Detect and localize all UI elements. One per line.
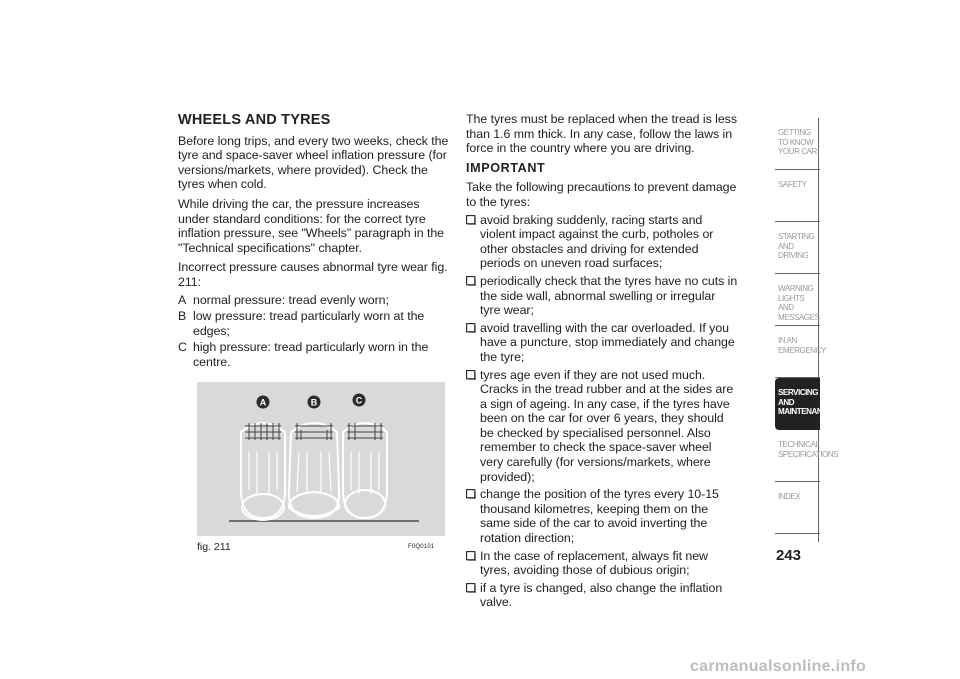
tyre-c-high [343, 423, 387, 518]
precaution-item [466, 213, 738, 271]
tab-label: GETTING TO KNOW YOUR CAR [778, 127, 817, 157]
precaution-text: change the position of the tyres every 10-15 thousand kilometres, keeping them on the same side of the car to avoid inverting the rotation direction; [480, 487, 719, 546]
svg-text:C: C [355, 395, 363, 406]
precaution-item [466, 274, 738, 318]
item-text: normal pressure: tread evenly worn; [193, 292, 389, 307]
watermark: carmanualsonline.info [690, 658, 867, 675]
precaution-text: periodically check that the tyres have no cuts in the side wall, abnormal swelling or irregular tyre wear; [480, 273, 738, 318]
checkbox-bullet-icon [466, 551, 476, 561]
figure-caption: fig. 211 [197, 541, 231, 553]
paragraph-precautions-intro: Take the following precautions to prevent damage to the tyres: [466, 180, 737, 209]
item-letter: A [178, 292, 187, 307]
tyre-wear-figure [197, 382, 445, 536]
tab-label: SERVICING AND MAINTENANCE [778, 387, 833, 417]
pressure-item-b [178, 309, 453, 338]
checkbox-bullet-icon [466, 323, 476, 333]
precaution-text: avoid travelling with the car overloaded. If you have a puncture, stop immediately and change the tyre; [480, 320, 735, 364]
right-column [466, 112, 738, 613]
tab-safety[interactable] [775, 170, 820, 222]
tab-label: TECHNICAL SPECIFICATIONS [778, 439, 839, 459]
checkbox-bullet-icon [466, 276, 476, 286]
checkbox-bullet-icon [466, 215, 476, 225]
tab-index[interactable] [775, 482, 820, 534]
item-letter: B [178, 309, 187, 324]
precaution-item [466, 321, 738, 365]
item-text: high pressure: tread particularly worn in the centre. [193, 340, 429, 369]
pressure-item-c [178, 340, 453, 369]
precaution-text: In the case of replacement, always fit new tyres, avoiding those of dubious origin; [480, 548, 708, 578]
item-text: low pressure: tread particularly worn at the edges; [193, 309, 425, 338]
paragraph-check-pressure: Before long trips, and every two weeks, check the tyre and space-saver wheel inflation pressure (for versions/markets, where provided). Check the tyres when cold. [178, 133, 449, 192]
chapter-sidebar [775, 118, 839, 534]
precautions-list [466, 213, 738, 610]
tab-getting-to-know[interactable] [775, 118, 820, 170]
paragraph-incorrect-pressure: Incorrect pressure causes abnormal tyre wear fig. 211: [178, 260, 448, 289]
tab-label: IN AN EMERGENCY [778, 335, 826, 355]
svg-text:B: B [310, 397, 318, 408]
page-number: 243 [776, 547, 802, 564]
precaution-item [466, 487, 738, 545]
paragraph-pressure-increase: While driving the car, the pressure increases under standard conditions: for the correct tyre inflation pressure, see "Wheels" paragraph in the "Technical specifications" chapter. [178, 196, 445, 255]
tab-emergency[interactable] [775, 326, 826, 378]
figure-label-a [257, 396, 270, 409]
tyre-wear-illustration [197, 382, 445, 536]
pressure-item-a [178, 293, 453, 308]
tab-label: WARNING LIGHTS AND MESSAGES [778, 283, 820, 322]
tyre-b-low [289, 423, 339, 518]
figure-code: F0Q0101 [408, 544, 435, 550]
figure-label-b [308, 396, 321, 409]
section-title: WHEELS AND TYRES [178, 112, 331, 128]
checkbox-bullet-icon [466, 370, 476, 380]
precaution-item [466, 368, 738, 485]
precaution-text: if a tyre is changed, also change the inflation valve. [480, 580, 723, 610]
left-column [178, 113, 453, 372]
tab-starting-driving[interactable] [775, 222, 820, 274]
paragraph-tread-limit: The tyres must be replaced when the tread is less than 1.6 mm thick. In any case, follow the laws in force in the country where you are driving. [466, 112, 737, 156]
precaution-text: tyres age even if they are not used much. Cracks in the tread rubber and at the sides are a sign of ageing. In any case, if the tyres have been on the car for over 6 years, they should be checked by specialised personnel. Also remember to check the space-saver wheel very carefully (for versions/markets, where provided); [480, 367, 734, 484]
tyre-a-normal [241, 423, 285, 520]
tab-label: INDEX [778, 491, 801, 501]
precaution-item [466, 549, 738, 578]
svg-text:A: A [259, 397, 267, 408]
precaution-item [466, 581, 738, 610]
item-letter: C [178, 340, 187, 355]
tab-label: STARTING AND DRIVING [778, 231, 815, 261]
tab-servicing-maintenance[interactable] [775, 378, 833, 430]
checkbox-bullet-icon [466, 489, 476, 499]
important-heading: IMPORTANT [466, 160, 546, 175]
figure-label-c [353, 394, 366, 407]
precaution-text: avoid braking suddenly, racing starts and violent impact against the curb, potholes or other obstacles and driving for extended periods on uneven road surfaces; [480, 212, 714, 271]
pressure-list [178, 293, 453, 370]
checkbox-bullet-icon [466, 583, 476, 593]
tab-technical-specifications[interactable] [775, 430, 839, 482]
tab-label: SAFETY [778, 179, 807, 189]
tab-warning-lights[interactable] [775, 274, 820, 326]
